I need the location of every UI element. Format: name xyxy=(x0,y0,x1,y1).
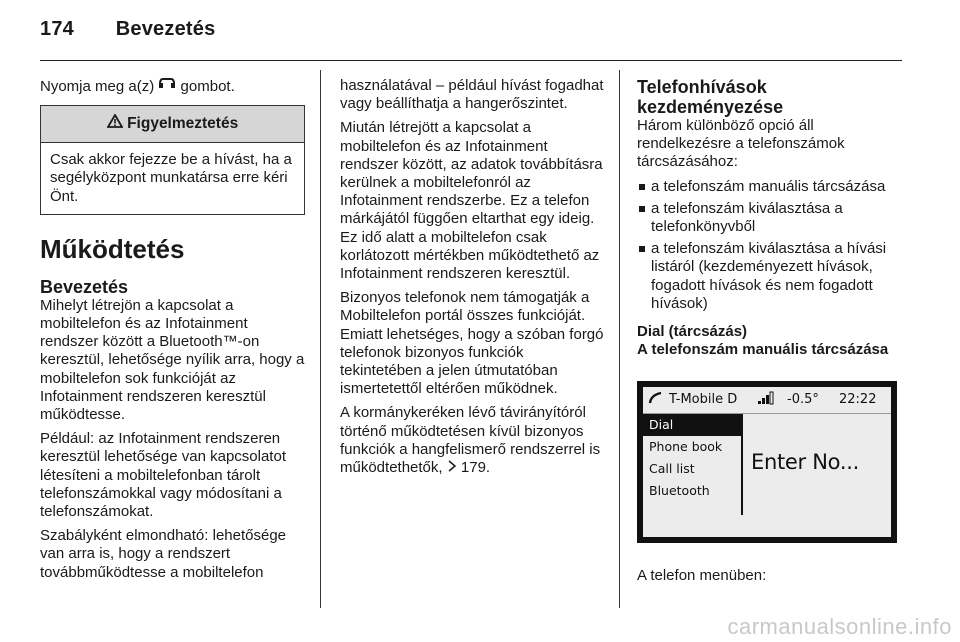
page-header xyxy=(40,18,215,41)
menu-item-phone-book[interactable]: Phone book xyxy=(649,439,723,455)
menu-item-bluetooth[interactable]: Bluetooth xyxy=(649,483,710,499)
paragraph: Miután létrejött a kapcsolat a mobiltelefon és az Infotainment rendszer között, az adatok továbbításra kerülnek a mobiltelefonról az Infotainment rendszerbe. Ez a telefon márkájától függően eltarthat egy ideig. Ez idő alatt a mobiltelefon csak korlátozott mértékben működtethető az Infotainment rendszeren keresztül. xyxy=(340,119,603,283)
intro-line xyxy=(40,77,305,96)
page-number: 174 xyxy=(40,18,74,40)
operator-name: T-Mobile D xyxy=(669,392,738,408)
column-divider xyxy=(320,70,321,608)
warning-text: Csak akkor fejezze be a hívást, ha a segélyközpont munkatársa erre kéri Önt. xyxy=(50,151,292,205)
paragraph: Három különböző opció áll rendelkezésre a telefonszámok tárcsázásához: xyxy=(637,117,845,171)
paragraph-text: A kormánykeréken lévő távirányítóról történő működtetésen kívül bizonyos funkciók a hangfelismerő rendszerrel is működtethetők, xyxy=(340,404,601,477)
status-bar xyxy=(643,387,891,414)
paragraph: használatával – például hívást fogadhat vagy beállíthatja a hangerőszintet. xyxy=(340,77,604,113)
page-reference-link[interactable]: 179. xyxy=(460,459,491,477)
signal-strength-icon xyxy=(757,391,787,410)
list-item: a telefonszám kiválasztása a hívási listáról (kezdeményezett hívások, fogadott hívások és nem fogadott hívások) xyxy=(637,240,902,313)
page-reference-icon xyxy=(447,459,457,477)
paragraph: A telefon menüben: xyxy=(637,567,767,585)
screen-display xyxy=(643,387,891,537)
section-title: Bevezetés xyxy=(115,18,216,40)
paragraph xyxy=(340,404,608,477)
paragraph: Szabályként elmondható: lehetősége van arra is, hogy a rendszert továbbműködtesse a mobiltelefon xyxy=(40,527,287,581)
menu-item-dial[interactable]: Dial xyxy=(643,414,741,436)
warning-box xyxy=(40,105,305,215)
header-rule xyxy=(40,60,902,61)
column-divider xyxy=(619,70,620,608)
phone-menu xyxy=(643,414,741,502)
option-list xyxy=(637,178,902,313)
menu-divider xyxy=(741,414,743,515)
paragraph: Bizonyos telefonok nem támogatják a Mobiltelefon portál összes funkcióját. Emiatt lehetséges, hogy a szóban forgó telefonok bizonyos funkciók tekintetében a jelen útmutatóban ismertetettől eltérően működnek. xyxy=(340,289,604,398)
column-1 xyxy=(40,77,305,588)
warning-header xyxy=(41,106,304,143)
intro-text: Nyomja meg a(z) xyxy=(40,78,155,95)
phone-button-icon xyxy=(158,77,176,96)
temperature-readout: -0.5° xyxy=(787,392,819,408)
list-item: a telefonszám manuális tárcsázása xyxy=(637,178,902,196)
subheading: A telefonszám manuális tárcsázása xyxy=(637,341,889,359)
intro-text-end: gombot. xyxy=(180,78,235,95)
subheading: Dial (tárcsázás) xyxy=(637,323,748,341)
column-2 xyxy=(340,77,608,483)
infotainment-screen xyxy=(637,381,897,543)
clock: 22:22 xyxy=(839,392,877,408)
number-entry-prompt[interactable]: Enter No... xyxy=(751,450,859,475)
paragraph: Mihelyt létrejön a kapcsolat a mobiltelefon és az Infotainment rendszer között a Bluetooth™-on keresztül, lehetősége nyílik arra, hogy a mobiltelefon sok funkcióját az Infotainment rendszeren keresztül működtesse. xyxy=(40,296,305,424)
section-heading: Működtetés xyxy=(40,233,185,264)
phone-handset-icon xyxy=(643,391,669,410)
subheading: Bevezetés xyxy=(40,276,129,297)
menu-item-call-list[interactable]: Call list xyxy=(649,461,695,477)
warning-title: Figyelmeztetés xyxy=(127,115,239,133)
warning-triangle-icon xyxy=(107,106,123,142)
column-3 xyxy=(637,77,902,592)
paragraph: Például: az Infotainment rendszeren keresztül lehetősége van kapcsolatot létesíteni a mobiltelefonban tárolt telefonszámokkal vagy módosítani a telefonszámokat. xyxy=(40,430,286,521)
watermark: carmanualsonline.info xyxy=(727,614,952,639)
list-item: a telefonszám kiválasztása a telefonkönyvből xyxy=(637,200,902,236)
section-heading: Telefonhívások kezdeményezése xyxy=(637,77,784,117)
